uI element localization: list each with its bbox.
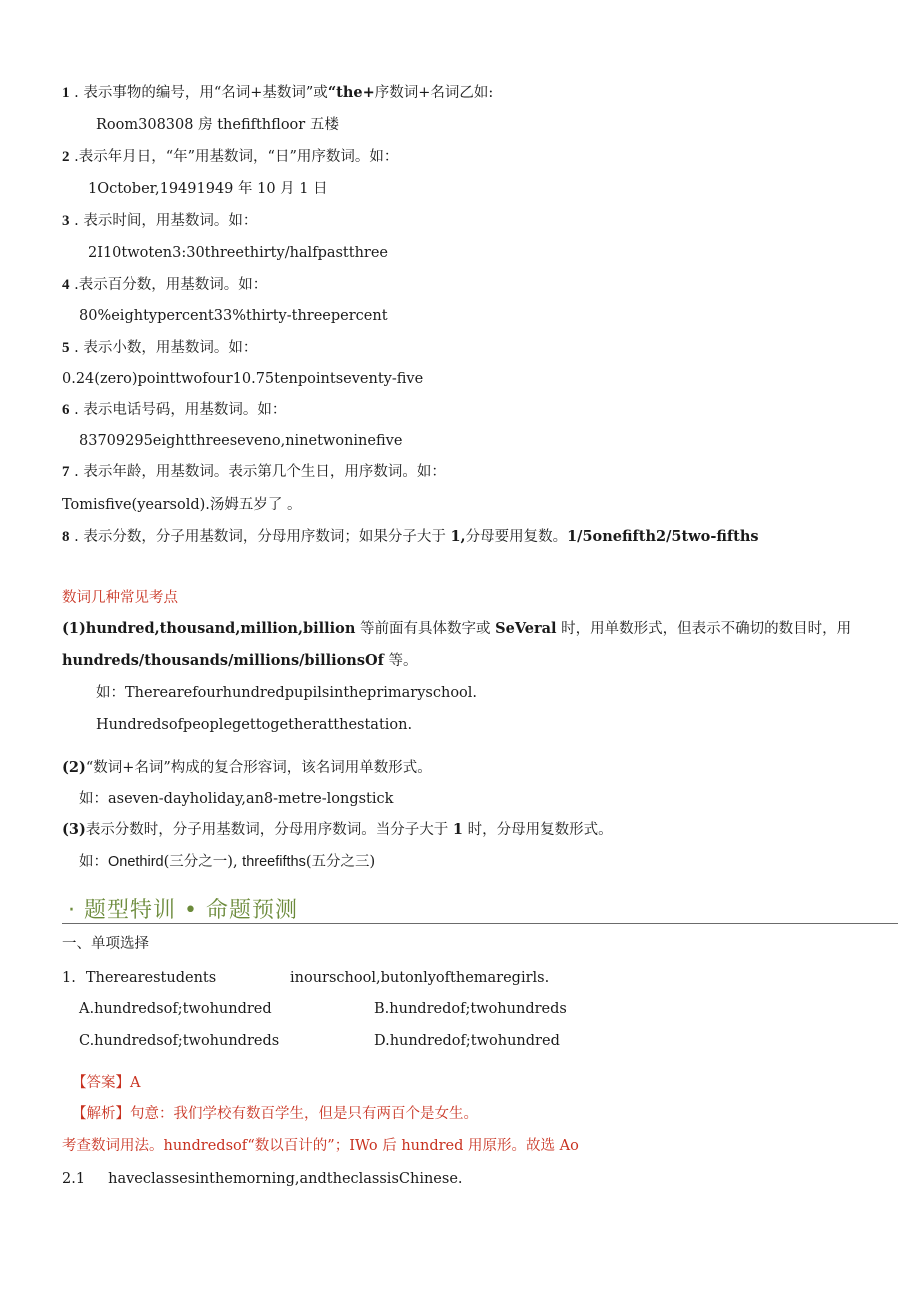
- rule-6-example: 83709295eightthreesevenо,ninetwoninefive: [79, 433, 403, 449]
- rule-7-example: Tomisfive(yearsold).汤姆五岁了 。: [62, 497, 302, 513]
- point-3-label: (3): [62, 821, 86, 838]
- point-3-example: [79, 852, 375, 872]
- point-3-example-term-2: threefifths: [242, 854, 306, 870]
- point-1-text: 等前面有具体数字或: [355, 621, 496, 637]
- rule-text-2: 分母要用复数。: [465, 529, 568, 545]
- point-1-line-2-bold: hundreds/thousands/millions/billionsOf: [62, 652, 384, 669]
- question-1-part-a: Therearestudents: [85, 970, 217, 986]
- question-2: 2.1 haveclassesinthemorning,andtheclassisChinese.: [62, 1171, 463, 1187]
- rule-bold: 1,: [450, 528, 466, 545]
- option-d: D.hundredof;twohundred: [374, 1033, 560, 1049]
- analysis-label: 【解析】: [72, 1106, 130, 1122]
- question-1: [62, 968, 216, 988]
- rule-number: 1: [62, 85, 70, 101]
- rule-6: [62, 400, 286, 420]
- point-3-example-mid: (三分之一),: [163, 854, 243, 870]
- rule-4: [62, 275, 267, 295]
- rule-text: .表示百分数，用基数词。如：: [69, 277, 268, 293]
- rule-5: [62, 338, 257, 358]
- point-3-text: 表示分数时，分子用基数词，分母用序数词。当分子大于: [85, 822, 453, 838]
- rule-number: 7: [62, 464, 70, 480]
- rule-text: .表示年月日，“年”用基数词，“日”用序数词。如：: [69, 149, 399, 165]
- rule-2-example: 1October,19491949 年 10 月 1 日: [88, 181, 328, 197]
- point-1-example-1: 如：Therearefourhundredpupilsintheprimaryschool.: [96, 685, 478, 701]
- rule-number: 8: [62, 529, 70, 545]
- analysis-text: 句意：我们学校有数百学生，但是只有两百个是女生。: [130, 1106, 478, 1122]
- point-2-text: “数词+名词”构成的复合形容词，该名词用单数形式。: [85, 760, 432, 776]
- rule-number: 5: [62, 340, 70, 356]
- rule-number: 3: [62, 213, 70, 229]
- rule-5-example: 0.24(zero)pointtwofour10.75tenpointseventy-five: [62, 371, 424, 387]
- rule-8: [62, 527, 759, 547]
- rule-4-example: 80%eightypercent33%thirty-threepercent: [79, 308, 388, 324]
- point-2: [62, 758, 432, 778]
- point-3-example-end: (五分之三): [305, 854, 376, 870]
- rule-text: . 表示年龄，用基数词。表示第几个生日，用序数词。如：: [69, 464, 446, 480]
- rule-bold: “the+: [327, 84, 375, 101]
- point-2-label: (2): [62, 759, 86, 776]
- point-1-label: (1)hundred,thousand,million,billion: [62, 620, 356, 637]
- rule-text-2: 序数词+名词乙如:: [374, 85, 494, 101]
- rule-number: 6: [62, 402, 70, 418]
- option-c: C.hundredsof;twohundreds: [79, 1033, 280, 1049]
- rule-1-example: Room308308 房 thefifthfloor 五楼: [96, 117, 339, 133]
- rule-number: 4: [62, 277, 70, 293]
- rule-text: . 表示小数，用基数词。如：: [69, 340, 258, 356]
- point-3-example-term-1: Onethird: [108, 854, 164, 870]
- point-3: [62, 820, 613, 840]
- rule-text: . 表示事物的编号，用“名词+基数词”或: [69, 85, 328, 101]
- rule-number: 2: [62, 149, 70, 165]
- question-1-number: 1.: [62, 970, 76, 986]
- rule-1: [62, 83, 493, 103]
- analysis-line-2: 考查数词用法。hundredsof“数以百计的”；IWo 后 hundred 用原形。故选 Ao: [62, 1138, 579, 1154]
- point-1-line-2: [62, 651, 417, 671]
- rule-2: [62, 147, 398, 167]
- point-3-example-prefix: 如：: [79, 854, 108, 870]
- point-2-example: 如：aseven-dayholiday,an8-metre-longstick: [79, 791, 394, 807]
- rule-text: . 表示电话号码，用基数词。如：: [69, 402, 287, 418]
- option-a: A.hundredsof;twohundred: [79, 1001, 272, 1017]
- point-1: [62, 619, 851, 639]
- point-3-bold: 1: [452, 821, 464, 838]
- point-1-bold: SeVeral: [495, 620, 557, 637]
- rule-bold-2: 1/5onefifth2/5two-fifths: [567, 528, 759, 545]
- rule-3-example: 2I10twoten3:30threethirty/halfpastthree: [88, 245, 389, 261]
- rule-3: [62, 211, 257, 231]
- option-b: B.hundredof;twohundreds: [374, 1001, 567, 1017]
- question-1-part-b: inourschool,butonlyofthemaregirls.: [290, 970, 550, 986]
- section-heading: 数词几种常见考点: [62, 590, 178, 606]
- point-1-line-2-text: 等。: [383, 653, 418, 669]
- point-1-text-2: 时，用单数形式，但表示不确切的数目时，用: [556, 621, 852, 637]
- title-divider: [62, 923, 898, 924]
- rule-7: [62, 462, 446, 482]
- point-1-example-2: Hundredsofpeoplegettogetheratthestation.: [96, 717, 413, 733]
- rule-text: . 表示时间，用基数词。如：: [69, 213, 258, 229]
- answer: 【答案】A: [72, 1075, 141, 1091]
- exercise-part-heading: 一、单项选择: [62, 936, 149, 952]
- rule-text: . 表示分数，分子用基数词，分母用序数词；如果分子大于: [69, 529, 451, 545]
- analysis: [72, 1104, 478, 1124]
- exercise-section-title: · 题型特训 • 命题预测: [68, 898, 298, 923]
- point-3-text-2: 时，分母用复数形式。: [463, 822, 613, 838]
